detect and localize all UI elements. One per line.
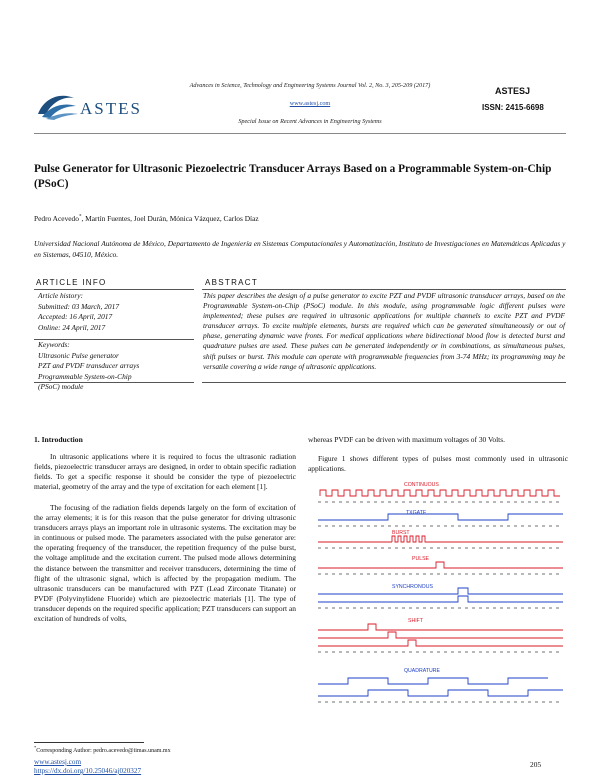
footnote-mark: *: [34, 745, 37, 750]
signal-label-quadrature: QUADRATURE: [404, 668, 440, 674]
keyword-item: Programmable System-on-Chip: [38, 371, 132, 381]
accepted-date: Accepted: 16 April, 2017: [38, 312, 113, 321]
issn-label: ISSN: 2415-6698: [482, 103, 544, 112]
authors-rest: , Martín Fuentes, Joel Durán, Mónica Vázquez, Carlos Díaz: [81, 214, 259, 223]
special-issue-line: Special Issue on Recent Advances in Engineering Systems: [238, 118, 382, 125]
keywords-label: Keywords:: [38, 340, 70, 349]
synchronous-ch2: [318, 596, 563, 602]
keyword-item: PZT and PVDF transducer arrays: [38, 361, 140, 370]
authors: [34, 214, 564, 223]
right-paragraph-1: whereas PVDF can be driven with maximum voltages of 30 Volts.: [308, 435, 505, 444]
quadrature-i: [318, 678, 548, 684]
signal-label-txgate: TXGATE: [406, 510, 427, 516]
authors-first: Pedro Acevedo: [34, 214, 79, 223]
burst-waveform: [392, 536, 428, 542]
header-divider: [34, 133, 566, 134]
signal-label-shift: SHIFT: [408, 618, 423, 624]
paper-title: Pulse Generator for Ultrasonic Piezoelectric Transducer Arrays Based on a Programmable System-on-Chip (PSoC): [34, 163, 552, 190]
author-mark: *: [78, 214, 82, 220]
quadrature-q: [318, 690, 563, 696]
signal-label-burst: BURST: [392, 530, 410, 536]
section-heading: 1. Introduction: [34, 435, 83, 444]
left-column: [34, 452, 296, 635]
keyword-item: (PSoC) module: [38, 382, 84, 391]
shift-ch2: [318, 632, 563, 638]
signal-label-continuous: CONTINUOUS: [404, 482, 439, 488]
synchronous-ch1: [318, 588, 563, 594]
history-label: Article history:: [38, 291, 83, 300]
figure-1: [308, 474, 568, 776]
footer-url-link[interactable]: www.astesj.com: [34, 758, 82, 766]
page-number: 205: [530, 760, 542, 769]
intro-paragraph-2: The focusing of the radiation fields depends largely on the form of excitation of the array elements; it is for this reason that the pulse generator for driving ultrasonic transducers arrays plays an important role in ultrasonic systems. The excitation may be in continuous or pulsed mode. The parameters associated with the pulse generator are: the operating frequency of the transducer, the repetition frequency of the pulse burst, the voltage amplitude and the excitation current. The pulsed mode allows determining the distance between the transmitter and receiver transducers, determining the time of flight of the ultrasonic signal, which is affected by the propagation medium. The ultrasonic transducers can be manufactured with PZT (Lead Zirconate Titanate) or PVDF (Polyvinylidene Fluoride) which are piezoelectric materials [1]. The type of transducer depends on the required specific application; PZT transducers can support an excitation of hundreds of volts,: [34, 502, 296, 624]
article-history: [38, 291, 194, 333]
continuous-waveform: [320, 490, 560, 496]
affiliation: Universidad Nacional Autónoma de México, Departamento de Ingeniería en Sistemas Computacionales y Automatización, Instituto de Investigaciones en Matemáticas Aplicadas y en Sistemas, 04510, México.: [34, 239, 566, 259]
footnote-rule: [34, 742, 144, 743]
keywords: [38, 340, 194, 393]
journal-url-link[interactable]: www.astesj.com: [289, 100, 331, 107]
submitted-date: Submitted: 03 March, 2017: [38, 301, 120, 311]
keyword-item: Ultrasonic Pulse generator: [38, 350, 119, 360]
abstract-text: This paper describes the design of a pulse generator to excite PZT and PVDF ultrasonic transducer arrays, based on the Programmable System-on-Chip (PSoC) module. In this module, using programmable logic different pulses were implemented; these pulses are required in ultrasonic applications for multiple channels to excite PZT and PVDF transducer arrays. To excite multiple elements, bursts are required which can be generated simultaneously or out of phase, generating dynamic wave fronts. For medical applications where bidirectional blood flow is detected burst and quadrature pulses are used. These pulses can be generated independently or in combinations, as simultaneous pulses, shift pulses or burst. This module can operate with programmable frequencies from 3-74 MHz; its programming may be versatile covering a wide range of ultrasonic applications.: [203, 291, 565, 371]
article-info-heading: ARTICLE INFO: [36, 278, 107, 287]
signal-label-synchronous: SYNCHRONOUS: [392, 584, 433, 590]
shift-ch3: [318, 640, 563, 646]
abstract-bottom-rule: [202, 382, 566, 383]
right-paragraph-2: Figure 1 shows different types of pulses most commonly used in ultrasonic applications.: [308, 454, 568, 474]
intro-paragraph-1: In ultrasonic applications where it is required to focus the ultrasonic radiation fields, piezoelectric transducer arrays are designed, in order to obtain specific radiation fields. To get a specific response it should be consider the type of piezoelectric material, geometry of the array and the type of excitation for each element [1].: [34, 452, 296, 492]
abstract-heading: ABSTRACT: [205, 278, 259, 287]
online-date: Online: 24 April, 2017: [38, 322, 106, 332]
footnote: [34, 745, 296, 754]
astes-logo: [34, 84, 164, 124]
astes-logo-graphic: [34, 84, 164, 124]
logo-text: ASTES: [80, 99, 142, 118]
footer-doi-link[interactable]: https://dx.doi.org/10.25046/aj020327: [34, 767, 142, 775]
right-column-text: [308, 435, 568, 474]
astesj-label: ASTESJ: [495, 86, 531, 96]
abstract-top-rule: [202, 289, 566, 290]
pulse-waveform: [318, 562, 563, 568]
shift-ch1: [318, 624, 563, 630]
journal-line: Advances in Science, Technology and Engineering Systems Journal Vol. 2, No. 3, 205-209 (2017): [189, 82, 431, 89]
signal-label-pulse: PULSE: [412, 556, 430, 562]
footnote-text: Corresponding Author: pedro.acevedo@iimas.unam.mx: [36, 748, 171, 754]
pulse-diagram: [308, 474, 568, 744]
article-info-top-rule: [34, 289, 194, 290]
txgate-waveform: [318, 514, 563, 520]
